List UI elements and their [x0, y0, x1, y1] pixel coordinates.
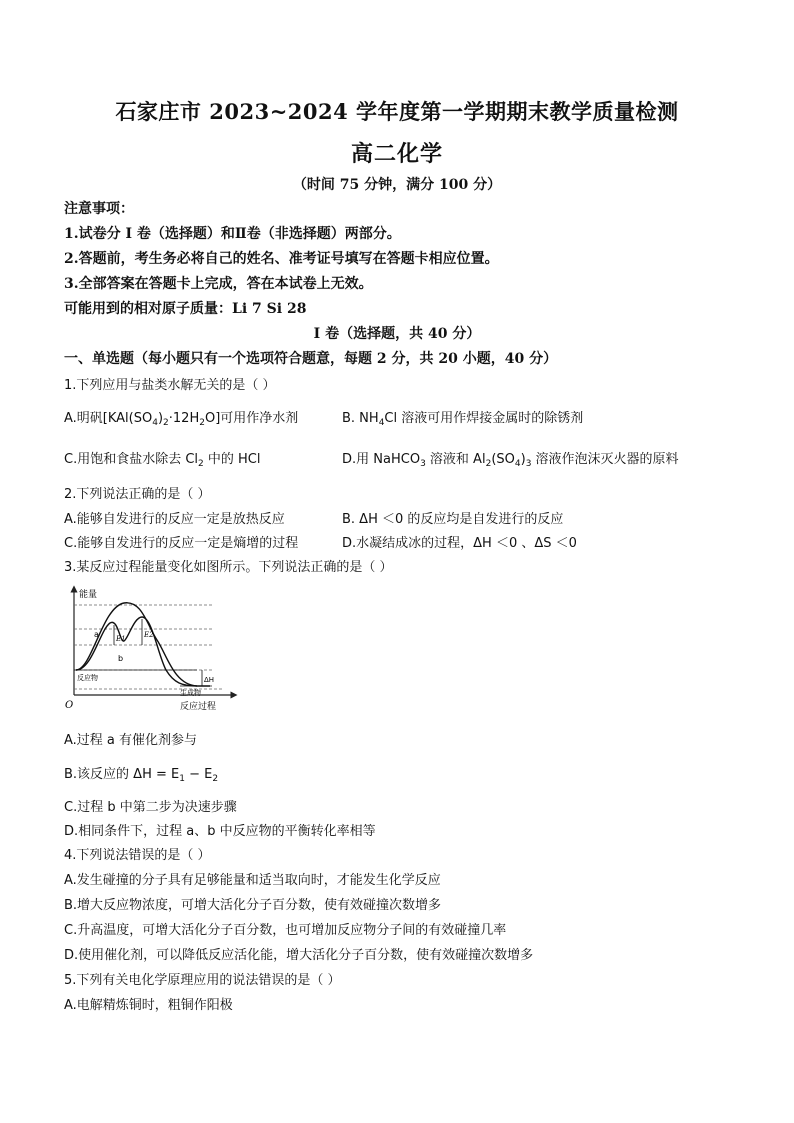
question-4-option-c: C.升高温度，可增大活化分子百分数，也可增加反应物分子间的有效碰撞几率	[64, 923, 507, 938]
exam-title: 石家庄市 2023~2024 学年度第一学期期末教学质量检测	[115, 99, 679, 124]
question-1-stem: 1.下列应用与盐类水解无关的是（ ）	[64, 378, 276, 393]
note-item-2: 2.答题前，考生务必将自己的姓名、准考证号填写在答题卡相应位置。	[64, 251, 499, 267]
origin-label: O	[65, 700, 74, 711]
question-3-option-d: D.相同条件下，过程 a、b 中反应物的平衡转化率相等	[64, 824, 376, 839]
question-3-option-b: B.该反应的 $\Delta H = E_1 - E_2$	[64, 767, 219, 784]
question-1-option-d: D.用 NaHCO$_3$ 溶液和 $Al_2(SO_4)_3$ 溶液作泡沫灭火器的原料	[342, 452, 679, 469]
note-item-3: 3.全部答案在答题卡上完成，答在本试卷上无效。	[64, 276, 373, 292]
question-2-stem: 2.下列说法正确的是（ ）	[64, 487, 211, 502]
question-3-option-c: C.过程 b 中第二步为决速步骤	[64, 800, 237, 815]
dh-label: ΔH	[204, 676, 215, 684]
question-5-option-a: A.电解精炼铜时，粗铜作阳极	[64, 998, 233, 1013]
question-4-option-b: B.增大反应物浓度，可增大活化分子百分数，使有效碰撞次数增多	[64, 898, 442, 913]
question-3-option-a: A.过程 a 有催化剂参与	[64, 733, 198, 748]
question-4-stem: 4.下列说法错误的是（ ）	[64, 848, 211, 863]
curve-b-label: b	[118, 654, 124, 663]
question-2-option-d: D.水凝结成冰的过程，ΔH ＜0 、ΔS ＜0	[342, 536, 577, 551]
energy-diagram	[62, 585, 242, 720]
question-1-option-a: A.明矾$[KAl(SO_4)_2\cdot 12H_2O]$可用作净水剂	[64, 411, 299, 428]
curve-a-label: a	[94, 630, 99, 639]
x-axis-label: 反应过程	[180, 702, 217, 712]
y-axis-label: 能量	[79, 590, 98, 600]
question-1-option-b: B. $NH_4Cl$ 溶液可用作焊接金属时的除锈剂	[342, 411, 584, 428]
question-3-stem: 3.某反应过程能量变化如图所示。下列说法正确的是（ ）	[64, 560, 393, 575]
atomic-mass-line: 可能用到的相对原子质量：Li 7 Si 28	[64, 301, 307, 317]
question-2-option-c: C.能够自发进行的反应一定是熵增的过程	[64, 536, 299, 551]
reactant-label: 反应物	[77, 674, 98, 682]
product-label: 生成物	[180, 689, 201, 697]
section-heading: 一、单选题（每小题只有一个选项符合题意，每题 2 分，共 20 小题，40 分）	[64, 351, 558, 367]
question-4-option-d: D.使用催化剂，可以降低反应活化能，增大活化分子百分数，使有效碰撞次数增多	[64, 948, 534, 963]
question-5-stem: 5.下列有关电化学原理应用的说法错误的是（ ）	[64, 973, 341, 988]
subject-title: 高二化学	[350, 141, 443, 167]
notes-heading: 注意事项：	[64, 201, 134, 217]
question-2-option-b: B. ΔH ＜0 的反应均是自发进行的反应	[342, 512, 564, 527]
question-4-option-a: A.发生碰撞的分子具有足够能量和适当取向时，才能发生化学反应	[64, 873, 441, 888]
note-item-1: 1.试卷分 I 卷（选择题）和Ⅱ卷（非选择题）两部分。	[64, 226, 401, 242]
question-2-option-a: A.能够自发进行的反应一定是放热反应	[64, 512, 285, 527]
e2-label: E2	[144, 631, 154, 639]
e1-label: E1	[116, 635, 126, 643]
part1-title: I 卷（选择题，共 40 分）	[313, 326, 481, 342]
time-info: （时间 75 分钟，满分 100 分）	[292, 177, 502, 193]
question-1-option-c: C.用饱和食盐水除去 $Cl_2$ 中的 HCl	[64, 452, 261, 469]
